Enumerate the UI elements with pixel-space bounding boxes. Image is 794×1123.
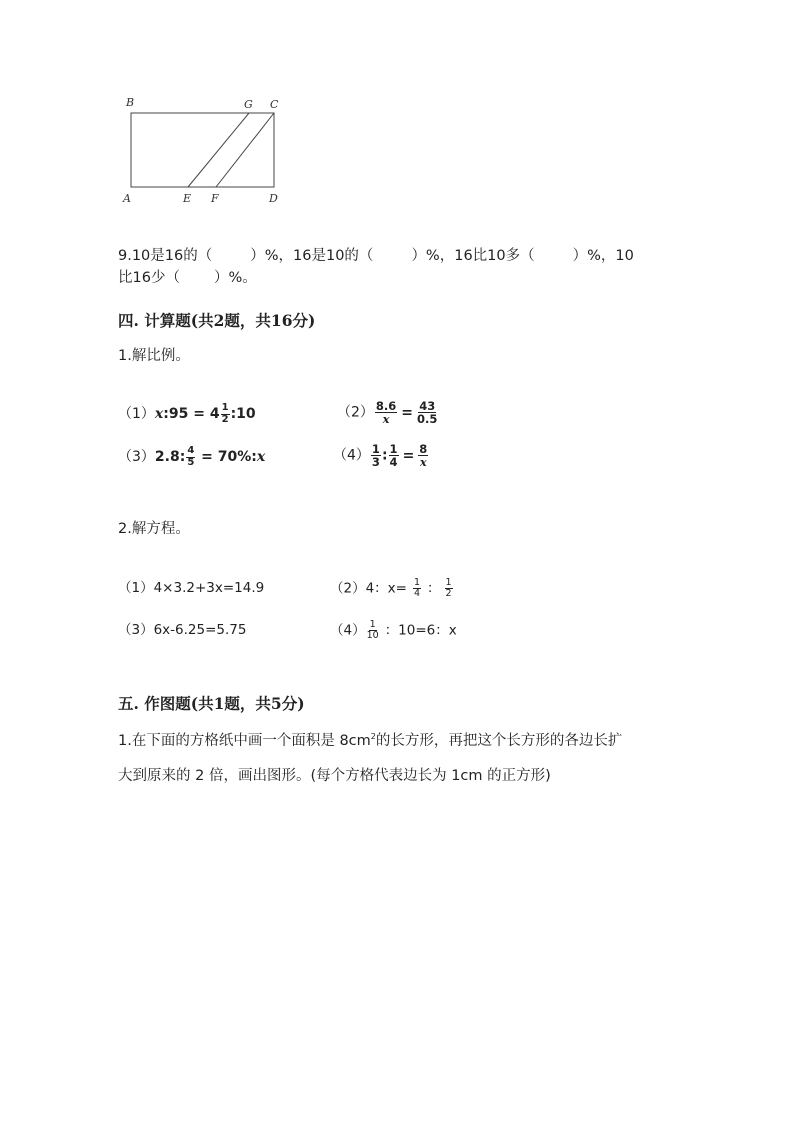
drawing-question-line-2: 大到原来的 2 倍，画出图形。(每个方格代表边长为 1cm 的正方形) bbox=[118, 768, 551, 784]
section-5-heading: 五. 作图题(共1题，共5分) bbox=[118, 694, 305, 713]
equation-2: （2）4：x= $\frac{1}{4}$ ： $\frac{1}{2}$ bbox=[330, 577, 452, 599]
drawing-question-line-1: 1.在下面的方格纸中画一个面积是 $8cm^2$的长方形，再把这个长方形的各边长扩 bbox=[118, 732, 623, 749]
label-b: B bbox=[126, 96, 135, 109]
label-g: G bbox=[244, 98, 253, 111]
equation-1: （1）4×3.2+3x=14.9 bbox=[118, 580, 265, 596]
segment-fc bbox=[216, 113, 274, 187]
question-2-title: 2.解方程。 bbox=[118, 521, 190, 537]
proportion-2: （2） $\frac{8.6}{x}$ = $\frac{43}{0.5}$ bbox=[337, 399, 438, 427]
proportion-1: （1）x:95 = 4 $\frac{1}{2}$ :10 bbox=[118, 402, 256, 425]
label-c: C bbox=[270, 98, 279, 111]
question-9-line-1: 9.10是16的（ ）%，16是10的（ ）%，16比10多（ ）%，10 bbox=[118, 248, 634, 264]
mixed-fraction: $\frac{1}{2}$ bbox=[221, 402, 229, 425]
label-e: E bbox=[183, 192, 192, 205]
label-f: F bbox=[211, 192, 219, 205]
proportion-3: （3）2.8: $\frac{4}{5}$ = 70%:x bbox=[118, 445, 266, 468]
label-a: A bbox=[123, 192, 131, 205]
question-9-line-2: 比16少（ ）%。 bbox=[118, 270, 257, 286]
question-1-title: 1.解比例。 bbox=[118, 348, 190, 364]
equation-4: （4） $\frac{1}{10}$ ：10=6：x bbox=[330, 619, 457, 641]
rectangle-parallelogram-figure bbox=[115, 92, 295, 210]
equation-3: （3）6x-6.25=5.75 bbox=[118, 622, 247, 638]
label-d: D bbox=[269, 192, 278, 205]
segment-eg bbox=[188, 113, 249, 187]
rectangle-abcd bbox=[131, 113, 274, 187]
proportion-4: （4） $\frac{1}{3}$ : $\frac{1}{4}$ = $\frac{8}{x}$ bbox=[333, 442, 428, 470]
section-4-heading: 四. 计算题(共2题，共16分) bbox=[118, 311, 316, 330]
